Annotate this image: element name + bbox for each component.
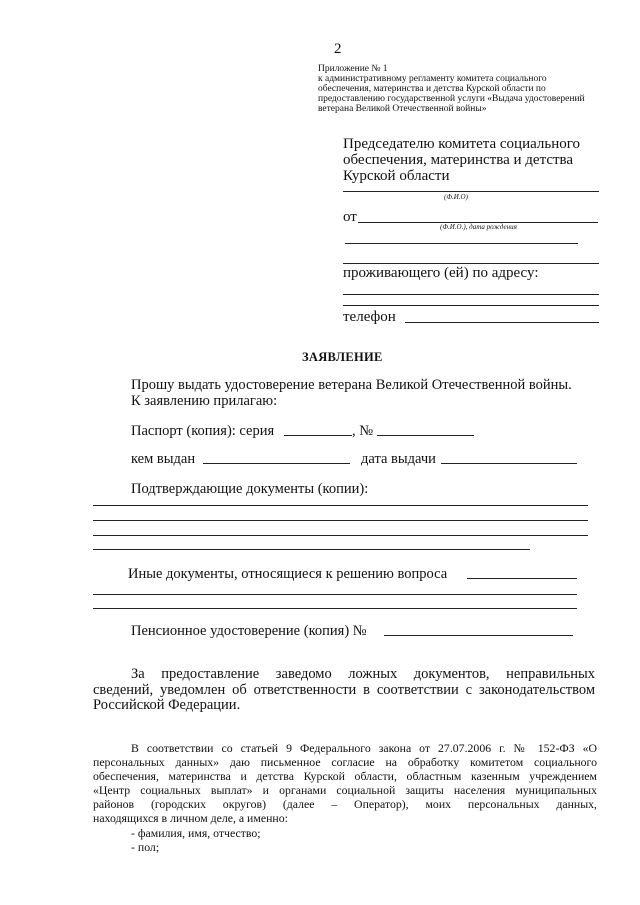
residence-label: проживающего (ей) по адресу:	[343, 265, 539, 281]
from-label: от	[343, 209, 357, 225]
issued-by-field[interactable]	[203, 463, 350, 464]
applicant-field-line[interactable]	[343, 263, 599, 264]
other-docs-field[interactable]	[467, 578, 577, 579]
addressee-line: Курской области	[343, 168, 450, 184]
consent-line: «Центр социальных выплат» и органами социальной защиты населения муниципальных	[93, 783, 597, 797]
supporting-docs-label: Подтверждающие документы (копии):	[131, 481, 369, 497]
appendix-line: обеспечения, материнства и детства Курской области по	[318, 84, 546, 94]
liability-line: сведений, уведомлен об ответственности в соответствии с законодательством	[93, 682, 595, 698]
addressee-line: обеспечения, материнства и детства	[343, 152, 574, 168]
consent-line: находящихся в личном деле, а именно:	[93, 811, 288, 825]
passport-series-field[interactable]	[284, 435, 352, 436]
fio-dob-note: (Ф.И.О.), дата рождения	[440, 223, 517, 231]
consent-line: В соответствии со статьей 9 Федерального закона от 27.07.2006 г. № 152-ФЗ «О	[131, 741, 597, 755]
pension-label: Пенсионное удостоверение (копия) №	[131, 623, 367, 639]
appendix-line: предоставлению государственной услуги «Выдача удостоверений	[318, 94, 585, 104]
applicant-field-line[interactable]	[345, 243, 578, 244]
fio-field-line[interactable]	[343, 191, 599, 192]
address-field-line[interactable]	[343, 305, 599, 306]
request-text: Прошу выдать удостоверение ветерана Великой Отечественной войны.	[131, 377, 572, 393]
passport-label: Паспорт (копия): серия	[131, 423, 275, 439]
appendix-line: к административному регламенту комитета социального	[318, 74, 547, 84]
address-field-line[interactable]	[343, 294, 599, 295]
page-number: 2	[334, 41, 342, 57]
other-docs-field[interactable]	[93, 594, 577, 595]
fio-note: (Ф.И.О)	[444, 193, 468, 201]
supporting-docs-field[interactable]	[93, 505, 588, 506]
addressee-line: Председателю комитета социального	[343, 136, 581, 152]
consent-line: обеспечения, материнства и детства Курской области, областным казенным учреждением	[93, 769, 597, 783]
supporting-docs-field[interactable]	[93, 549, 530, 550]
consent-line: районов (городских округов) (далее – Оператор), моих персональных данных,	[93, 797, 597, 811]
supporting-docs-field[interactable]	[93, 520, 588, 521]
pension-number-field[interactable]	[384, 635, 573, 636]
consent-item: - фамилия, имя, отчество;	[131, 826, 261, 840]
attach-text: К заявлению прилагаю:	[131, 393, 278, 409]
supporting-docs-field[interactable]	[93, 535, 588, 536]
statement-heading: ЗАЯВЛЕНИЕ	[302, 350, 383, 364]
appendix-title: Приложение № 1	[318, 64, 388, 74]
liability-line: За предоставление заведомо ложных документов, неправильных	[131, 666, 595, 682]
other-docs-label: Иные документы, относящиеся к решению вопроса	[128, 566, 448, 582]
issue-date-field[interactable]	[441, 463, 577, 464]
passport-number-sep: , №	[352, 423, 374, 439]
other-docs-field[interactable]	[93, 608, 577, 609]
phone-field-line[interactable]	[405, 322, 599, 323]
liability-line: Российской Федерации.	[93, 697, 241, 713]
passport-number-field[interactable]	[377, 435, 474, 436]
appendix-line: ветерана Великой Отечественной войны»	[318, 104, 487, 114]
phone-label: телефон	[343, 309, 396, 325]
issued-by-label: кем выдан	[131, 451, 196, 467]
issue-date-label: дата выдачи	[361, 451, 436, 467]
consent-line: персональных данных» даю письменное согласие на обработку комитетом социального	[93, 755, 597, 769]
consent-item: - пол;	[131, 840, 160, 854]
